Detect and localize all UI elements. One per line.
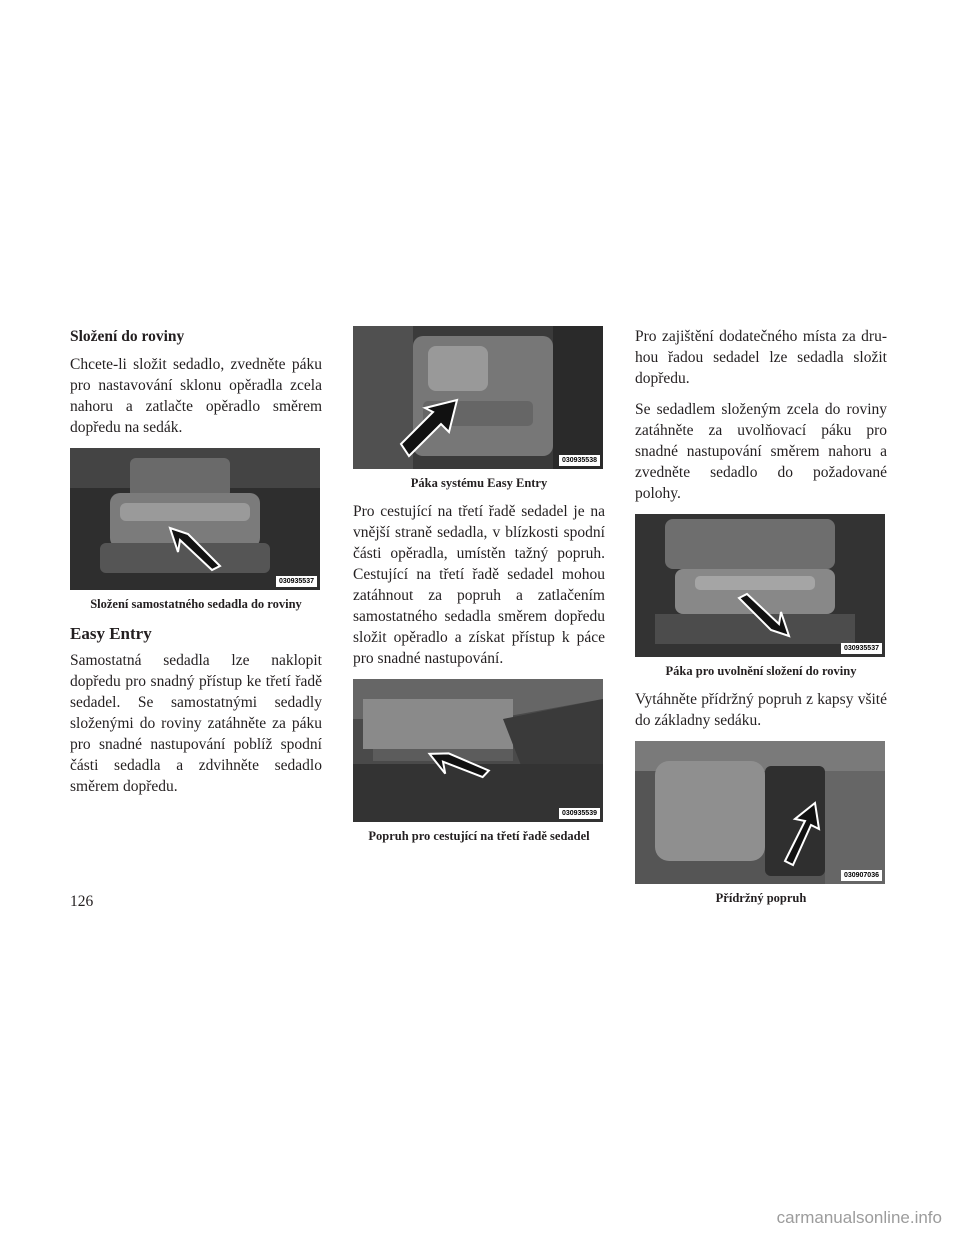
figure-caption: Přídržný popruh — [715, 891, 807, 905]
figure-fold-flat-seat — [70, 448, 320, 590]
watermark: carmanualsonline.info — [776, 1208, 942, 1227]
figure-caption: Páka pro uvolnění složení do roviny — [665, 664, 857, 678]
paragraph-easy-entry: Samostatná sedadla lze naklopit dopředu pro snadný přístup ke třetí řadě sedadel. Se samostatnými sedadly složenými do roviny zatáhněte za páku pro snadné nastupování poblíž spodní části sedadla a zdvihněte sedadlo směrem dopředu. — [70, 652, 322, 795]
figure-code: 030935538 — [559, 455, 600, 466]
figure-easy-entry-lever — [353, 326, 603, 469]
figure-retaining-strap — [635, 741, 885, 884]
figure-code: 030907036 — [841, 870, 882, 881]
section-heading-easy-entry: Easy Entry — [70, 624, 152, 643]
paragraph-release-lever: Se sedadlem složeným zcela do roviny zatáhněte za uvolňovací páku pro snadné nastupování směrem nahoru a zvedněte sedadlo do požadované polohy. — [635, 401, 887, 502]
figure-third-row-strap — [353, 679, 603, 822]
paragraph-third-row-strap: Pro cestující na třetí řadě sedadel je na vnější straně sedadla, v blízkosti spodní části opěradla, umístěn tažný popruh. Cestující na třetí řadě sedadel mohou zatáhnout za popruh a zatlačením samostatného sedadla směrem dopředu složit opěradlo a získat přístup k páce pro snadné nastupování. — [353, 503, 605, 667]
paragraph-additional-space: Pro zajištění dodatečného místa za dru- hou řadou sedadel lze sedadla složit dopředu. — [635, 328, 887, 387]
figure-fold-flat-release-lever — [635, 514, 885, 657]
figure-code: 030935539 — [559, 808, 600, 819]
figure-caption: Popruh pro cestující na třetí řadě sedadel — [368, 829, 590, 843]
figure-code: 030935537 — [841, 643, 882, 654]
retaining-strap-illustration — [635, 741, 885, 884]
seat-fold-illustration — [70, 448, 320, 590]
column-middle — [353, 326, 605, 854]
third-row-strap-illustration — [353, 679, 603, 822]
paragraph-retaining-strap: Vytáhněte přídržný popruh z kapsy všité do základny sedáku. — [635, 691, 887, 729]
figure-code: 030935537 — [276, 576, 317, 587]
page-number: 126 — [70, 893, 94, 910]
column-left — [70, 326, 322, 807]
easy-entry-lever-illustration — [353, 326, 603, 469]
fold-flat-release-lever-illustration — [635, 514, 885, 657]
figure-caption: Složení samostatného sedadla do roviny — [90, 597, 302, 611]
figure-caption: Páka systému Easy Entry — [410, 476, 548, 490]
column-right — [635, 326, 887, 916]
section-heading-fold-flat: Složení do roviny — [70, 328, 185, 345]
paragraph-fold-flat: Chcete-li složit sedadlo, zvedněte páku pro nastavování sklonu opěradla zcela nahoru a zatlačte opěradlo směrem dopředu na sedák. — [70, 356, 322, 436]
